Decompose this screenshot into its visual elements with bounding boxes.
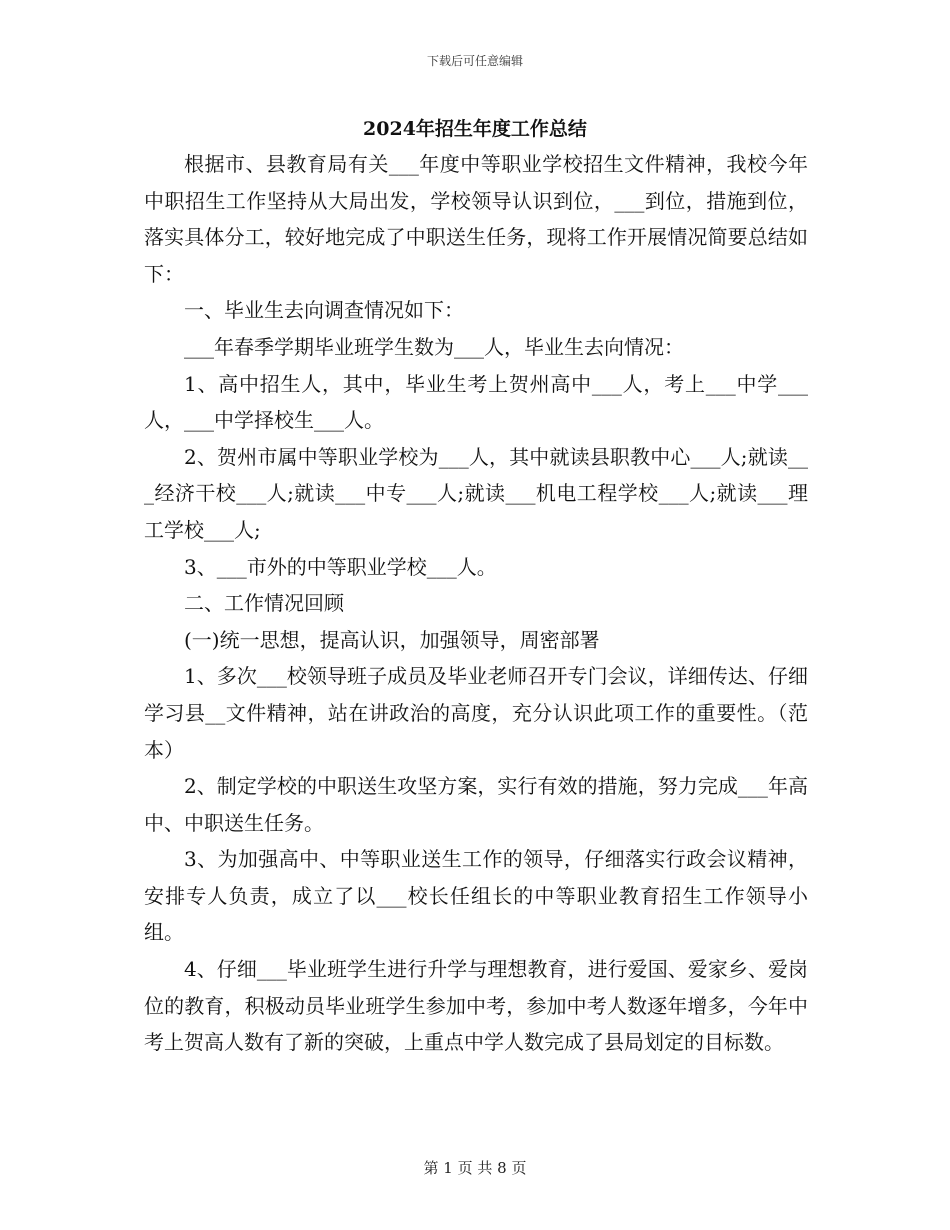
- paragraph: 3、为加强高中、中等职业送生工作的领导，仔细落实行政会议精神，安排专人负责，成立了以___校长任组长的中等职业教育招生工作领导小组。: [144, 847, 808, 945]
- paragraph: ___年春季学期毕业班学生数为___人，毕业生去向情况：: [184, 334, 684, 359]
- paragraph: 2、制定学校的中职送生攻坚方案，实行有效的措施，努力完成___年高中、中职送生任务。: [144, 774, 808, 835]
- paragraph: 一、毕业生去向调查情况如下：: [184, 298, 464, 323]
- page-indicator: 第 1 页 共 8 页: [423, 1159, 527, 1177]
- paragraph: 1、多次___校领导班子成员及毕业老师召开专门会议，详细传达、仔细学习县__文件精神，站在讲政治的高度，充分认识此项工作的重要性。（范本）: [144, 664, 808, 762]
- paragraph: 根据市、县教育局有关___年度中等职业学校招生文件精神，我校今年中职招生工作坚持从大局出发，学校领导认识到位，___到位，措施到位，落实具体分工，较好地完成了中职送生任务，现将工作开展情况简要总结如下：: [144, 152, 808, 286]
- paragraph: (一)统一思想，提高认识，加强领导，周密部署: [184, 627, 600, 652]
- paragraph: 二、工作情况回顾: [184, 591, 344, 616]
- document-body: [144, 146, 808, 1061]
- paragraph: 4、仔细___毕业班学生进行升学与理想教育，进行爱国、爱家乡、爱岗位的教育，积极动员毕业班学生参加中考，参加中考人数逐年增多，今年中考上贺高人数有了新的突破，上重点中学人数完成了县局划定的目标数。: [144, 957, 808, 1055]
- header-note: 下载后可任意编辑: [426, 54, 523, 68]
- paragraph: 3、___市外的中等职业学校___人。: [184, 554, 497, 579]
- paragraph: 1、高中招生人，其中，毕业生考上贺州高中___人，考上___中学___人，___中学择校生___人。: [144, 371, 808, 433]
- document-title: 2024年招生年度工作总结: [363, 118, 587, 140]
- paragraph: 2、贺州市属中等职业学校为___人，其中就读县职教中心___人;就读___经济干校___人;就读___中专___人;就读___机电工程学校___人;就读___理工学校___人;: [144, 444, 808, 542]
